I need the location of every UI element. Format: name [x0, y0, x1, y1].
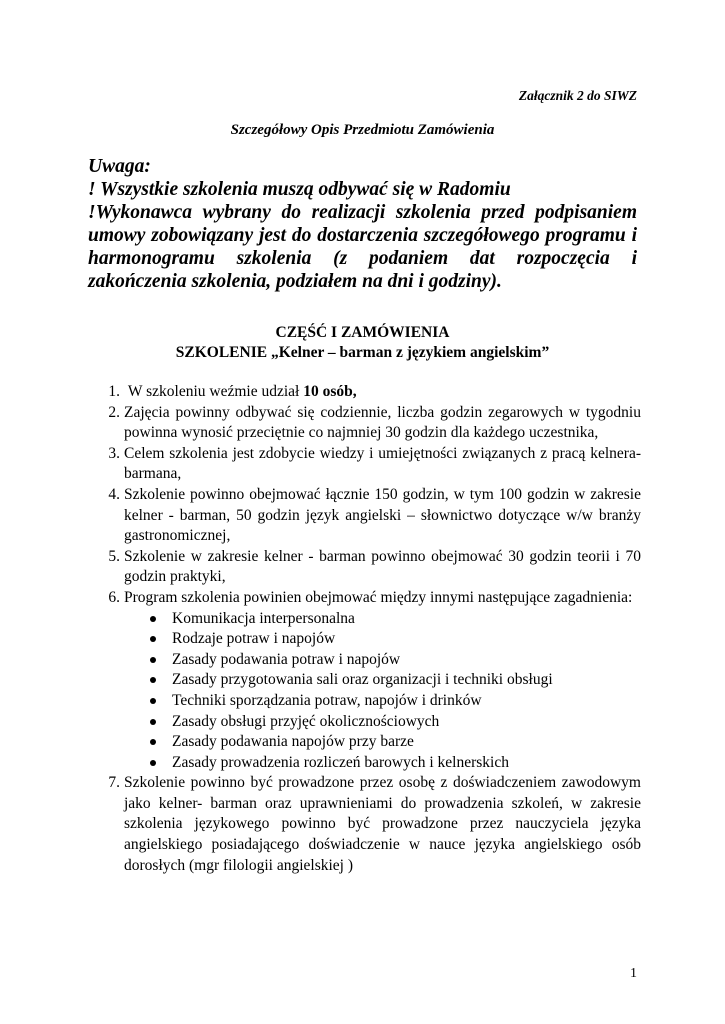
bullet-icon: [150, 677, 156, 683]
page-number: 1: [630, 966, 637, 981]
bullet-icon: [150, 636, 156, 642]
bullet-icon: [150, 739, 156, 745]
notice-heading: Uwaga:: [88, 156, 151, 177]
item-number: 3.: [108, 444, 120, 462]
list-item: [108, 382, 641, 403]
bullet-icon: [150, 760, 156, 766]
topic-item: Techniki sporządzania potraw, napojów i drinków: [172, 691, 641, 712]
bullet-icon: [150, 719, 156, 725]
item-text: Szkolenie w zakresie kelner - barman powinno obejmować 30 godzin teorii i 70 godzin praktyki,: [124, 547, 641, 586]
list-item: [108, 444, 641, 485]
item-text: Celem szkolenia jest zdobycie wiedzy i umiejętności związanych z pracą kelnera-barmana,: [124, 444, 641, 483]
item-number: 4.: [108, 485, 120, 503]
notice-location: ! Wszystkie szkolenia muszą odbywać się w Radomiu: [88, 179, 511, 200]
item-number: 7.: [108, 774, 120, 792]
topics-list: [124, 609, 641, 774]
item-text: Szkolenie powinno być prowadzone przez osobę z doświadczeniem zawodowym jako kelner- barman oraz uprawnieniami do prowadzenia szkoleń, w zakresie szkolenia językowego powinno być prowadzone przez nauczyciela języka angielskiego posiadającego doświadczenie w nauce języka angielskiego osób dorosłych (mgr filologii angielskiej ): [124, 774, 641, 874]
list-item: [108, 485, 641, 547]
topic-item: Zasady przygotowania sali oraz organizacji i techniki obsługi: [172, 670, 641, 691]
item-number: 2.: [108, 403, 120, 421]
attachment-label: Załącznik 2 do SIWZ: [518, 88, 637, 103]
part-title: CZĘŚĆ I ZAMÓWIENIA: [275, 324, 450, 341]
list-item: [108, 773, 641, 876]
item-text: Program szkolenia powinien obejmować między innymi następujące zagadnienia:: [124, 588, 633, 606]
requirements-list: [108, 382, 641, 876]
notice-block: [88, 155, 637, 293]
item-number: 5.: [108, 547, 120, 565]
bullet-icon: [150, 698, 156, 704]
training-title: SZKOLENIE „Kelner – barman z językiem angielskim”: [175, 344, 550, 361]
topic-item: Rodzaje potraw i napojów: [172, 629, 641, 650]
topic-item: Zasady podawania napojów przy barze: [172, 732, 641, 753]
document-subject: Szczegółowy Opis Przedmiotu Zamówienia: [230, 122, 495, 138]
list-item: [108, 403, 641, 444]
list-item: [108, 547, 641, 588]
item-number: 1.: [108, 383, 120, 400]
item-text: Zajęcia powinny odbywać się codziennie, liczba godzin zegarowych w tygodniu powinna wynosić przeciętnie co najmniej 30 godzin dla każdego uczestnika,: [124, 403, 641, 442]
topic-item: Zasady prowadzenia rozliczeń barowych i kelnerskich: [172, 753, 641, 774]
item-text: Szkolenie powinno obejmować łącznie 150 godzin, w tym 100 godzin w zakresie kelner - barman, 50 godzin język angielski – słownictwo dotyczące w/w branży gastronomicznej,: [124, 485, 641, 545]
topic-item: Komunikacja interpersonalna: [172, 609, 641, 630]
item-text: W szkoleniu weźmie udział: [127, 383, 304, 400]
notice-contractor-obligation: !Wykonawca wybrany do realizacji szkolenia przed podpisaniem umowy zobowiązany jest do dostarczenia szczegółowego programu i harmonogramu szkolenia (z podaniem dat rozpoczęcia i zakończenia szkolenia, podziałem na dni i godziny).: [88, 202, 637, 292]
topic-item: Zasady podawania potraw i napojów: [172, 650, 641, 671]
bullet-icon: [150, 657, 156, 663]
bullet-icon: [150, 616, 156, 622]
list-item: [108, 588, 641, 773]
participants-count: 10 osób,: [303, 383, 357, 400]
item-number: 6.: [108, 588, 120, 606]
topic-item: Zasady obsługi przyjęć okolicznościowych: [172, 712, 641, 733]
